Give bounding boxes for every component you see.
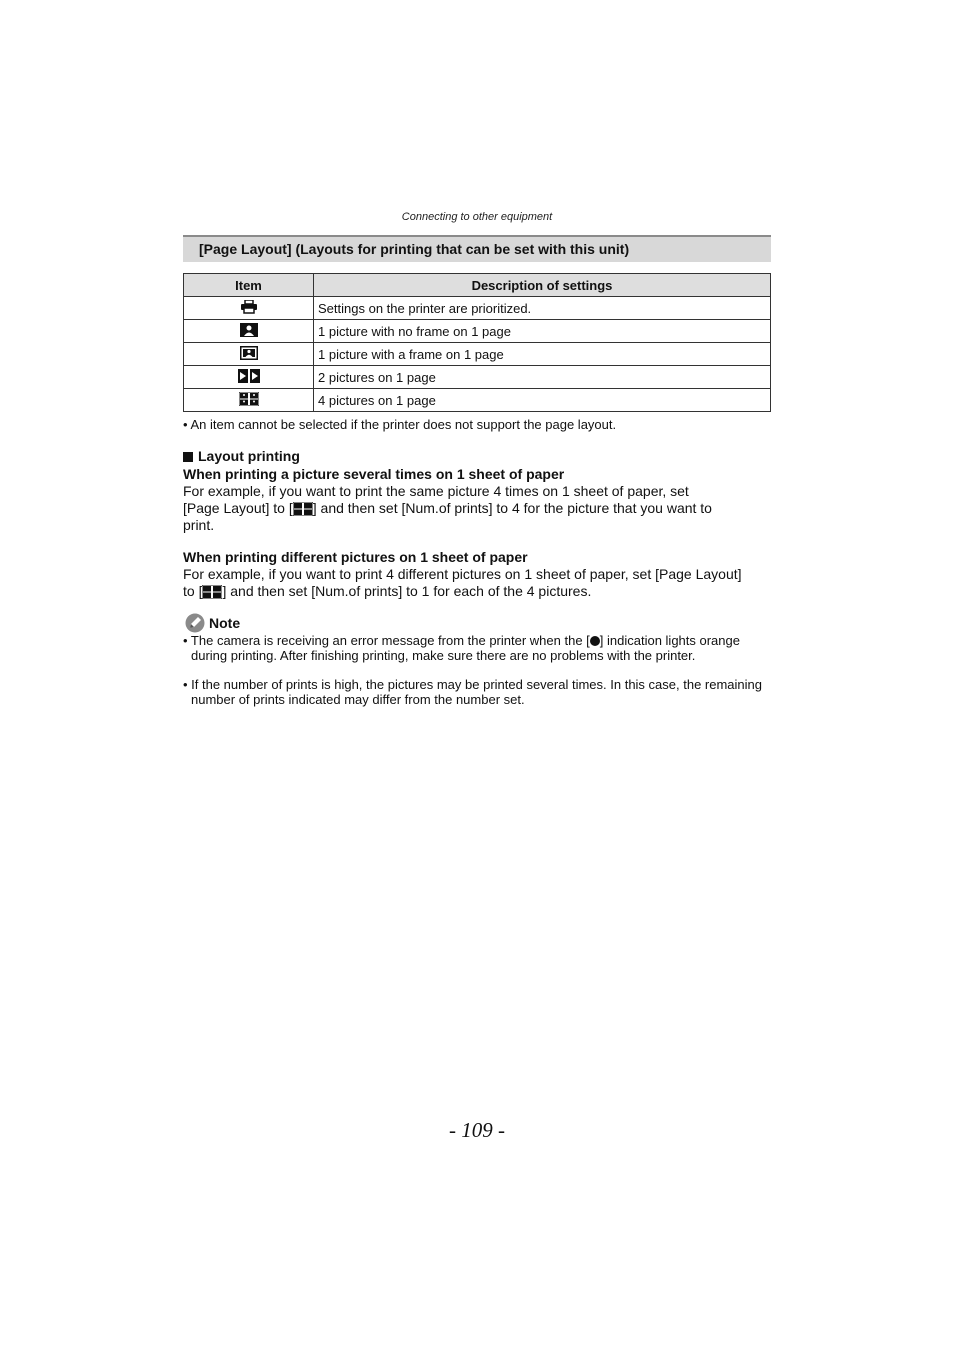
square-bullet-icon: [183, 452, 193, 462]
table-cell-description: 1 picture with no frame on 1 page: [314, 320, 771, 343]
printer-icon: [240, 300, 258, 314]
single-frame-icon: [240, 346, 258, 360]
table-cell-description: 4 pictures on 1 page: [314, 389, 771, 412]
indicator-dot-icon: [590, 636, 600, 646]
table-row: [184, 366, 771, 389]
table-cell-description: 1 picture with a frame on 1 page: [314, 343, 771, 366]
table-row: [184, 320, 771, 343]
four-up-icon: [202, 585, 222, 599]
page-number: - 109 -: [449, 1118, 505, 1142]
column-header-description: Description of settings: [314, 274, 771, 297]
note-pencil-icon: [185, 613, 205, 633]
column-header-item: Item: [184, 274, 314, 297]
four-up-icon: [293, 502, 313, 516]
table-row: [184, 343, 771, 366]
section-title: [Page Layout] (Layouts for printing that can be set with this unit): [183, 235, 771, 262]
subsection-title: When printing different pictures on 1 sheet of paper: [183, 549, 528, 565]
note-item: • The camera is receiving an error message from the printer when the [ ] indication lights orange during printing. After finishing printing, make sure there are no problems with the printer.: [183, 633, 740, 663]
table-footnote: • An item cannot be selected if the printer does not support the page layout.: [183, 417, 617, 432]
note-item: • If the number of prints is high, the pictures may be printed several times. In this case, the remaining number of prints indicated may differ from the number set.: [183, 677, 762, 707]
four-up-icon: [239, 392, 259, 406]
page-layout-table: [183, 273, 771, 412]
table-row: [184, 297, 771, 320]
note-heading: Note: [185, 613, 240, 633]
single-no-frame-icon: [240, 323, 258, 337]
running-header: Connecting to other equipment: [401, 211, 553, 223]
paragraph: For example, if you want to print 4 different pictures on 1 sheet of paper, set [Page Layout] to [ ] and then set [Num.of prints] to 1 for each of the 4 pictures.: [183, 566, 742, 599]
two-up-icon: [238, 369, 260, 383]
subsection-title: When printing a picture several times on 1 sheet of paper: [183, 466, 565, 482]
layout-printing-heading: Layout printing: [183, 448, 300, 465]
table-cell-description: Settings on the printer are prioritized.: [314, 297, 771, 320]
table-header-row: [184, 274, 771, 297]
paragraph: For example, if you want to print the same picture 4 times on 1 sheet of paper, set [Page Layout] to [ ] and then set [Num.of prints] to 4 for the picture that you want to print.: [183, 483, 712, 533]
table-row: [184, 389, 771, 412]
table-cell-description: 2 pictures on 1 page: [314, 366, 771, 389]
